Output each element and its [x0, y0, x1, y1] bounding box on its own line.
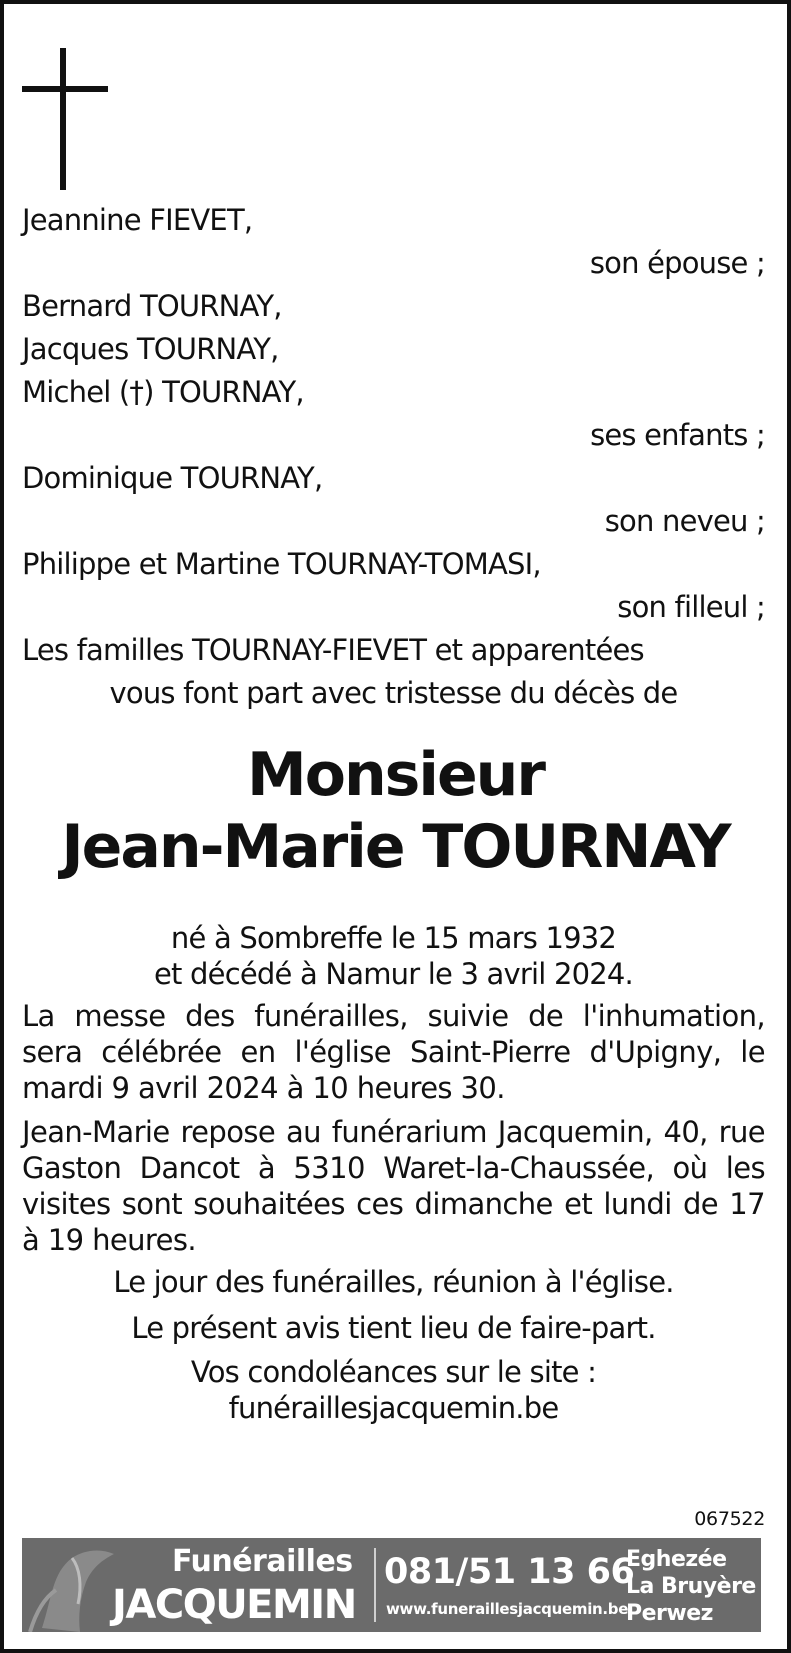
family-line: Philippe et Martine TOURNAY-TOMASI,	[22, 547, 541, 581]
deceased-name: Jean-Marie TOURNAY	[61, 812, 730, 882]
brand-line1: Funérailles	[172, 1544, 353, 1579]
cross-icon	[22, 48, 108, 190]
family-line: Michel (†) TOURNAY,	[22, 375, 304, 409]
brand-line2: JACQUEMIN	[112, 1582, 356, 1628]
website-link[interactable]: www.funeraillesjacquemin.be	[386, 1600, 629, 1618]
family-relation: ses enfants ;	[590, 418, 765, 452]
deceased-honorific: Monsieur	[247, 740, 544, 810]
death-line: et décédé à Namur le 3 avril 2024.	[154, 957, 633, 991]
reunion-line: Le jour des funérailles, réunion à l'église.	[113, 1265, 674, 1299]
notice-line: Le présent avis tient lieu de faire-part.	[131, 1311, 656, 1345]
family-line: Les familles TOURNAY-FIEVET et apparentées	[22, 633, 644, 667]
family-line: Bernard TOURNAY,	[22, 289, 282, 323]
town-item: Eghezée	[626, 1547, 727, 1572]
funeral-mass-paragraph: La messe des funérailles, suivie de l'inhumation, sera célébrée en l'église Saint-Pierre d'Upigny, le mardi 9 avril 2024 à 10 heures 30.	[22, 999, 765, 1105]
banner-divider	[374, 1548, 376, 1622]
funeral-home-banner	[22, 1538, 761, 1632]
condolences-site: funéraillesjacquemin.be	[228, 1391, 559, 1425]
town-item: Perwez	[626, 1601, 713, 1626]
family-relation: son neveu ;	[604, 504, 765, 538]
funerarium-paragraph: Jean-Marie repose au funérarium Jacquemin, 40, rue Gaston Dancot à 5310 Waret-la-Chaussée, où les visites sont souhaitées ces dimanche et lundi de 17 à 19 heures.	[22, 1115, 765, 1257]
birth-line: né à Sombreffe le 15 mars 1932	[170, 921, 617, 955]
town-item: La Bruyère	[626, 1574, 756, 1599]
family-line: Dominique TOURNAY,	[22, 461, 323, 495]
condolences-label: Vos condoléances sur le site :	[190, 1355, 597, 1389]
family-relation: son filleul ;	[617, 590, 765, 624]
family-relation: son épouse ;	[589, 246, 765, 280]
town-list	[626, 1546, 756, 1627]
phone-number: 081/51 13 66	[384, 1552, 635, 1592]
announcement-line: vous font part avec tristesse du décès de	[109, 676, 678, 710]
family-line: Jacques TOURNAY,	[22, 332, 279, 366]
family-line: Jeannine FIEVET,	[22, 203, 253, 237]
reference-number: 067522	[694, 1508, 765, 1530]
